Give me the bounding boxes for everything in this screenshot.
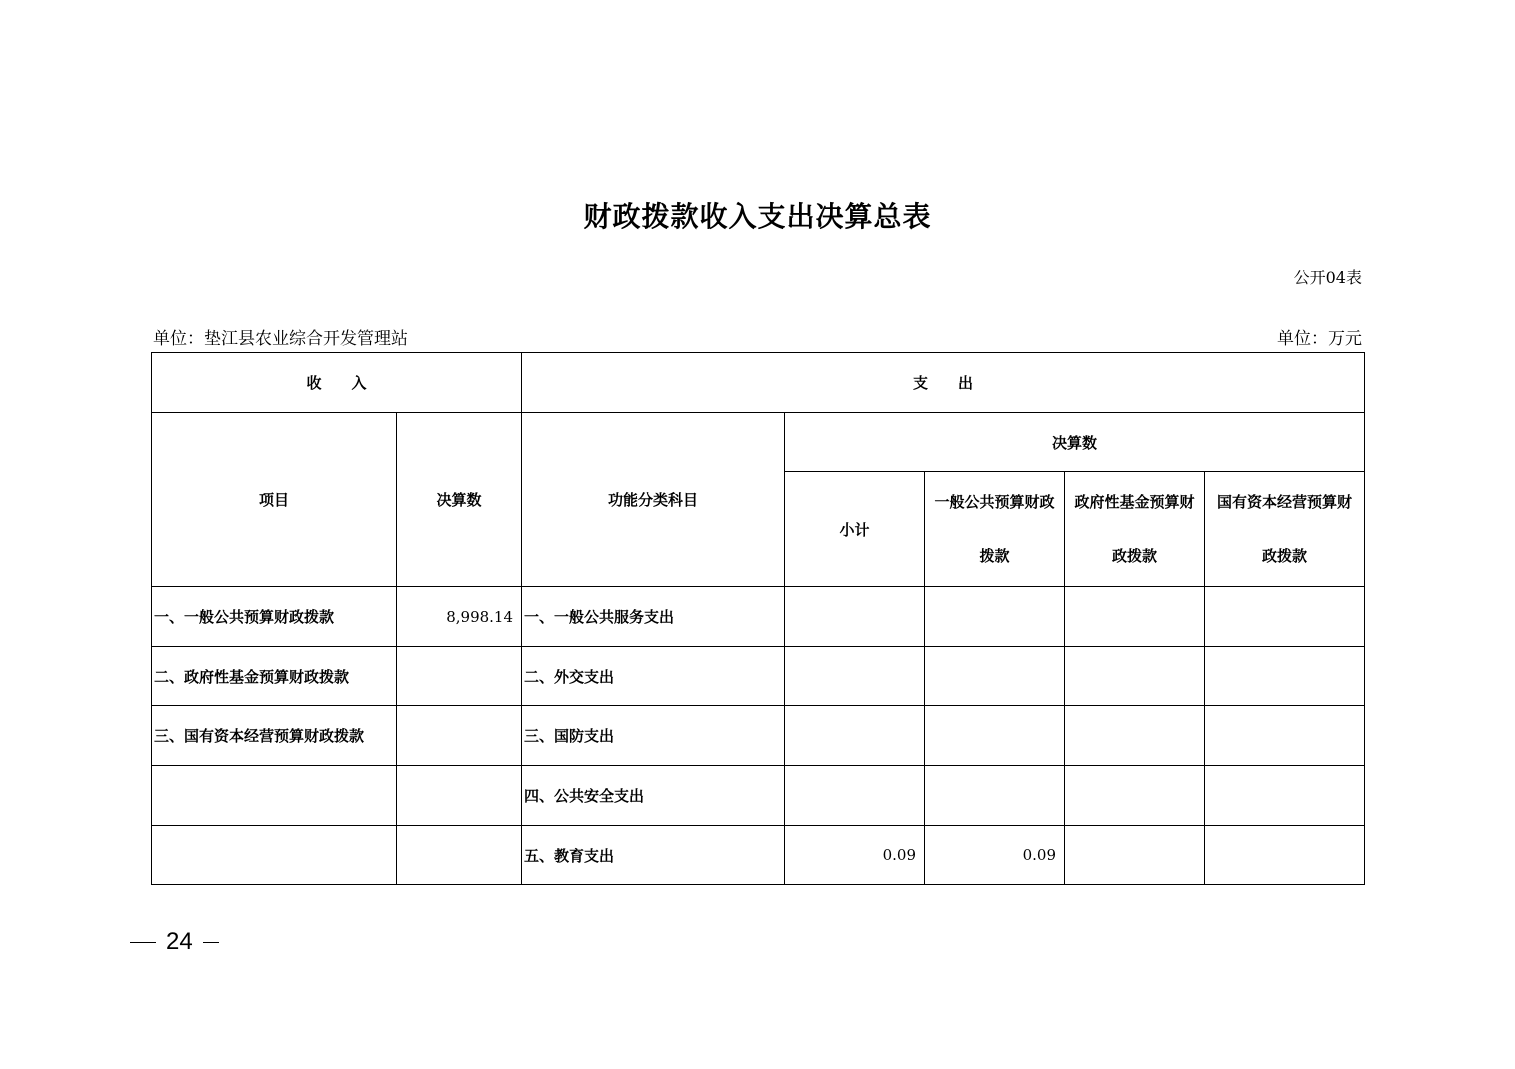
table-row (152, 706, 1365, 766)
table-row (152, 647, 1365, 706)
subtotal-value (785, 587, 925, 647)
state-capital-header: 国有资本经营预算财 政拨款 (1205, 472, 1365, 587)
general-value (925, 706, 1065, 766)
general-value (925, 647, 1065, 706)
gov-fund-value (1065, 647, 1205, 706)
budget-amount-header: 决算数 (785, 413, 1365, 472)
gov-fund-value (1065, 766, 1205, 826)
amount-header: 决算数 (397, 413, 522, 587)
general-value (925, 587, 1065, 647)
income-item: 一、一般公共预算财政拨款 (152, 587, 397, 647)
general-budget-header: 一般公共预算财政 拨款 (925, 472, 1065, 587)
func-category-header: 功能分类科目 (522, 413, 785, 587)
expense-item: 四、公共安全支出 (522, 766, 785, 826)
income-amount (397, 826, 522, 885)
income-item (152, 766, 397, 826)
state-capital-value (1205, 706, 1365, 766)
page-dash-right (203, 942, 219, 943)
form-number: 公开04表 (1293, 268, 1362, 287)
subtotal-value: 0.09 (785, 826, 925, 885)
subtotal-value (785, 647, 925, 706)
page-dash-left (130, 942, 156, 943)
income-amount (397, 706, 522, 766)
expense-item: 五、教育支出 (522, 826, 785, 885)
expense-header: 支 出 (522, 353, 1365, 413)
item-header: 项目 (152, 413, 397, 587)
state-capital-value (1205, 826, 1365, 885)
gov-fund-value (1065, 706, 1205, 766)
income-amount (397, 766, 522, 826)
page-number (130, 928, 219, 956)
subtotal-value (785, 766, 925, 826)
expense-item: 二、外交支出 (522, 647, 785, 706)
state-capital-value (1205, 766, 1365, 826)
state-capital-value (1205, 647, 1365, 706)
currency-unit: 单位：万元 (1277, 329, 1362, 349)
income-amount (397, 647, 522, 706)
page-title: 财政拨款收入支出决算总表 (583, 200, 932, 233)
table-row (152, 587, 1365, 647)
income-header: 收 入 (152, 353, 522, 413)
income-amount: 8,998.14 (397, 587, 522, 647)
expense-item: 一、一般公共服务支出 (522, 587, 785, 647)
table-row (152, 766, 1365, 826)
subtotal-value (785, 706, 925, 766)
state-capital-value (1205, 587, 1365, 647)
general-value: 0.09 (925, 826, 1065, 885)
income-item: 三、国有资本经营预算财政拨款 (152, 706, 397, 766)
page-number-value: 24 (166, 928, 193, 955)
general-value (925, 766, 1065, 826)
reporting-unit: 单位：垫江县农业综合开发管理站 (153, 329, 408, 349)
income-item (152, 826, 397, 885)
income-item: 二、政府性基金预算财政拨款 (152, 647, 397, 706)
gov-fund-value (1065, 826, 1205, 885)
gov-fund-value (1065, 587, 1205, 647)
subtotal-header: 小计 (785, 472, 925, 587)
expense-item: 三、国防支出 (522, 706, 785, 766)
table-row (152, 826, 1365, 885)
gov-fund-header: 政府性基金预算财 政拨款 (1065, 472, 1205, 587)
budget-table (151, 352, 1365, 885)
